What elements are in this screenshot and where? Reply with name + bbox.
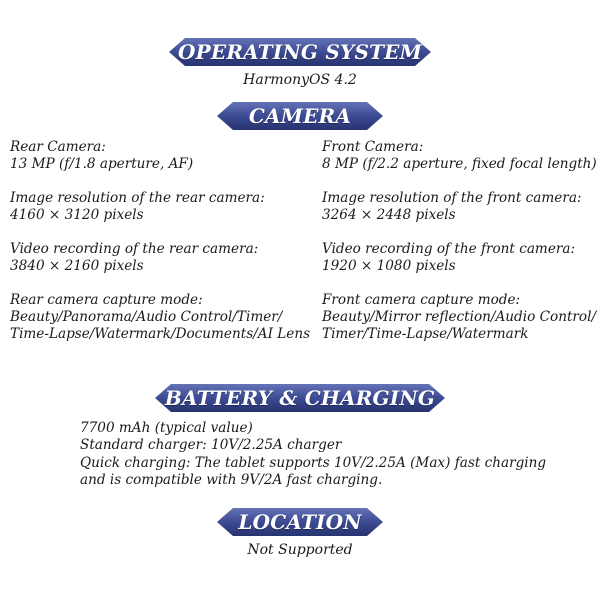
quick-charging-compat: and is compatible with 9V/2A fast charging. xyxy=(80,471,383,488)
front-mode-line1: Beauty/Mirror reflection/Audio Control/ xyxy=(322,309,597,325)
front-resolution-value: 3264 × 2448 pixels xyxy=(322,207,456,223)
rear-camera-value: 13 MP (f/1.8 aperture, AF) xyxy=(10,156,194,172)
front-video-value: 1920 × 1080 pixels xyxy=(322,258,456,274)
rear-mode-line1: Beauty/Panorama/Audio Control/Timer/ xyxy=(10,309,283,325)
front-video-label: Video recording of the front camera: xyxy=(322,241,576,257)
front-mode-line2: Timer/Time-Lapse/Watermark xyxy=(322,326,529,342)
section-banner-location xyxy=(217,507,383,537)
front-resolution-label: Image resolution of the front camera: xyxy=(322,190,582,206)
rear-mode-line2: Time-Lapse/Watermark/Documents/AI Lens xyxy=(10,326,311,342)
rear-camera-specs xyxy=(10,139,310,343)
os-value: HarmonyOS 4.2 xyxy=(243,72,357,88)
standard-charger: Standard charger: 10V/2.25A charger xyxy=(80,437,342,454)
battery-specs xyxy=(80,420,546,489)
rear-video-value: 3840 × 2160 pixels xyxy=(10,258,144,274)
section-title: BATTERY & CHARGING xyxy=(164,386,436,410)
quick-charging: Quick charging: The tablet supports 10V/2.25A (Max) fast charging xyxy=(80,454,547,471)
section-banner-camera xyxy=(217,101,383,131)
location-value: Not Supported xyxy=(247,542,353,558)
rear-mode-label: Rear camera capture mode: xyxy=(10,292,203,308)
section-title: LOCATION xyxy=(238,510,362,534)
section-banner-battery xyxy=(155,383,445,413)
front-camera-value: 8 MP (f/2.2 aperture, fixed focal length) xyxy=(322,156,597,172)
front-mode-label: Front camera capture mode: xyxy=(322,292,521,308)
section-title: OPERATING SYSTEM xyxy=(178,40,422,64)
battery-capacity: 7700 mAh (typical value) xyxy=(80,420,253,436)
front-camera-specs xyxy=(322,139,597,343)
rear-camera-label: Rear Camera: xyxy=(10,139,106,155)
rear-video-label: Video recording of the rear camera: xyxy=(10,241,259,257)
section-title: CAMERA xyxy=(248,104,352,128)
section-banner-operating-system xyxy=(169,37,431,67)
rear-resolution-label: Image resolution of the rear camera: xyxy=(10,190,265,206)
front-camera-label: Front Camera: xyxy=(322,139,424,155)
rear-resolution-value: 4160 × 3120 pixels xyxy=(10,207,144,223)
